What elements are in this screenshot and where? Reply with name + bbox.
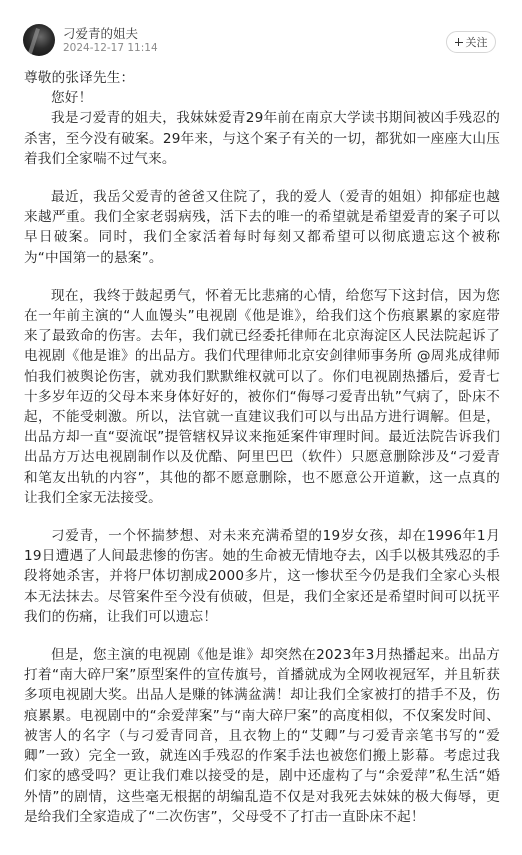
- follow-label: 关注: [465, 36, 488, 49]
- post-timestamp: 2024-12-17 11:14: [63, 42, 158, 54]
- letter-paragraph-4: 刁爱青，一个怀揣梦想、对未来充满希望的19岁女孩，却在1996年1月19日遭遇了人间最悲惨的伤害。她的生命被无情地夺去，凶手以极其残忍的手段将她杀害，并将尸体切割成2000多片，这一惨状至今仍是我们全家心头根本无法抹去。尽管案件至今没有侦破，但是，我们全家还是希望时间可以抚平我们的伤痛，让我们可以遗忘！: [24, 528, 500, 625]
- avatar[interactable]: [23, 24, 55, 56]
- letter-paragraph-3: 现在，我终于鼓起勇气，怀着无比悲痛的心情，给您写下这封信，因为您在一年前主演的“人血馒头”电视剧《他是谁》，给我们这个伤痕累累的家庭带来了最致命的伤害。去年，我们就已经委托律师在北京海淀区人民法院起诉了电视剧《他是谁》的出品方。我们代理律师北京安剑律师事务所 @周兆成律师 怕我们被舆论伤害，就劝我们默默维权就可以了。你们电视剧热播后，爱青七十多岁年迈的父母本来身体好好的，被你们“侮辱刁爱青出轨”气病了，卧床不起，不能受刺激。所以，法官就一直建议我们可以与出品方进行调解。但是，出品方却一直“耍流氓”提管辖权异议来拖延案件审理时间。最近法院告诉我们出品方万达电视剧制作以及优酷、阿里巴巴（软件）只愿意删除涉及“刁爱青和笔友出轨的内容”，其他的都不愿意删除，也不愿意公开道歉，这一点真的让我们全家无法接受。: [24, 287, 500, 506]
- follow-button[interactable]: [446, 31, 496, 53]
- post-header: [0, 0, 522, 62]
- letter-salutation: 尊敬的张译先生：: [24, 70, 135, 86]
- letter-paragraph-2: 最近，我岳父爱青的爸爸又住院了，我的爱人（爱青的姐姐）抑郁症也越来越严重。我们全家老弱病残，活下去的唯一的希望就是希望爱青的案子可以早日破案。同时，我们全家活着每时每刻又都希望可以彻底遗忘这个被称为“中国第一的悬案”。: [24, 189, 500, 266]
- letter-paragraph-5: 但是，您主演的电视剧《他是谁》却突然在2023年3月热播起来。出品方打着“南大碎尸案”原型案件的宣传旗号，首播就成为全网收视冠军，并且斩获多项电视剧大奖。出品人是赚的钵满盆满！却让我们全家被打的措手不及，伤痕累累。电视剧中的“余爱萍案”与“南大碎尸案”的高度相似，不仅案发时间、被害人的名字（与刁爱青同音，且衣物上的“艾卿”与刁爱青亲笔书写的“爱卿”一致）完全一致，就连凶手残忍的作案手法也被您们搬上影幕。考虑过我们家的感受吗？更让我们难以接受的是，剧中还虚构了与“余爱萍”私生活“婚外情”的剧情，这些毫无根据的胡编乱造不仅是对我死去妹妹的极大侮辱，更是给我们全家造成了“二次伤害”，父母受不了打击一直卧床不起！: [24, 647, 500, 825]
- letter-body: [24, 68, 500, 827]
- letter-hello: 您好！: [51, 90, 93, 107]
- author-name[interactable]: 刁爱青的姐夫: [63, 26, 139, 41]
- avatar-image: [28, 28, 40, 54]
- letter-paragraph-1: 我是刁爱青的姐夫，我妹妹爱青29年前在南京大学读书期间被凶手残忍的杀害，至今没有破案。29年来，与这个案子有关的一切，都犹如一座座大山压着我们全家喘不过气来。: [24, 110, 500, 167]
- plus-icon: [455, 38, 463, 46]
